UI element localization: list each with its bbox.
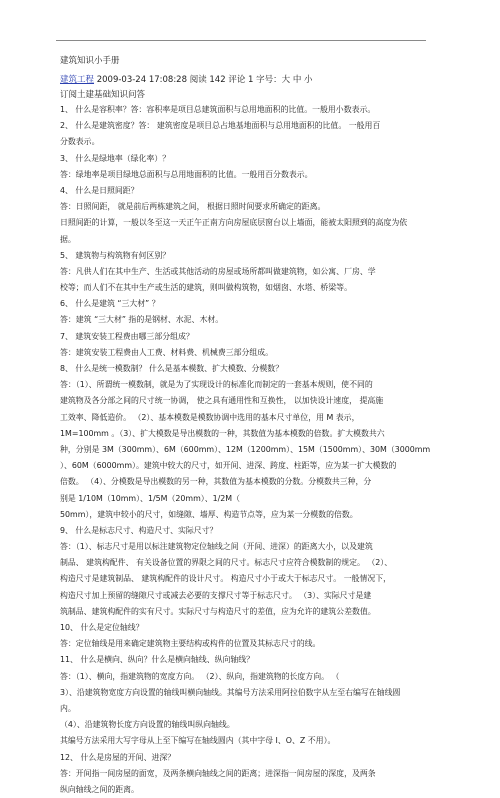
text-line: 种，分别是 3M（300mm）、6M（600mm）、12M（1200mm）、15M（1500mm）、30M（3000mm	[60, 444, 431, 454]
text-line: ）、60M（6000mm）。建筑中较大的尺寸，如开间、进深、跨度、柱距等，应为某一扩大模数的	[60, 461, 397, 471]
text-line: 1M=100mm 。（3）、扩大模数是导出模数的一种，其数值为基本模数的倍数。扩大模数共六	[60, 428, 385, 438]
question-line: 3、 什么是绿地率（绿化率）？	[60, 153, 171, 163]
question-line: 7、 建筑安装工程费由哪三部分组成？	[60, 331, 194, 341]
text-line: 答：建筑 “三大材” 指的是钢材、水泥、木材。	[60, 315, 224, 325]
text-line: 构造尺寸加上预留的缝隙尺寸或减去必要的支撑尺寸等于标志尺寸。 （3）、实际尺寸是建	[60, 590, 372, 600]
document-body	[60, 102, 452, 798]
text-line: 据。	[60, 234, 76, 244]
post-meta	[60, 73, 313, 85]
text-line: 分数表示。	[60, 137, 100, 147]
post-meta-details: 2009-03-24 17:08:28 阅读 142 评论 1 字号：大 中 小	[94, 75, 313, 85]
text-line: 答：（1）、所谓统一模数制，就是为了实现设计的标准化而制定的一套基本规则，使不同的	[60, 380, 373, 390]
question-line: 11、 什么是横向、纵向？什么是横向轴线、纵向轴线？	[60, 655, 255, 665]
text-line: 构造尺寸是建筑制品、 建筑构配件的设计尺寸。 构造尺寸小于或大于标志尺寸。 一般情况下，	[60, 574, 392, 584]
text-line: 答：定位轴线是用来确定建筑物主要结构或构件的位置及其标志尺寸的线。	[60, 639, 321, 649]
text-line: 2、 什么是建筑密度？答： 建筑密度是项目总占地基地面积与总用地面积的比值。 一般用百	[60, 121, 381, 131]
text-line: 答：建筑安装工程费由人工费、材料费、机械费三部分组成。	[60, 347, 274, 357]
text-line: 答：日照间距， 就是前后两栋建筑之间， 根据日照时间要求所确定的距离。	[60, 202, 326, 212]
text-line: 答：绿地率是项目绿地总面积与总用地面积的比值。一般用百分数表示。	[60, 169, 313, 179]
text-line: 50mm），建筑中较小的尺寸，如缝隙、墙厚、构造节点等，应为某一分模数的倍数。	[60, 509, 358, 519]
question-line: 5、 建筑物与构筑物有何区别？	[60, 250, 171, 260]
text-line: 倍数。 （4）、分模数是导出模数的另一种，其数值为基本模数的分数。分模数共三种，分	[60, 477, 372, 487]
text-line: 建筑物及各分部之间的尺寸统一协调， 使之具有通用性和互换性， 以加快设计速度， 提高施	[60, 396, 384, 406]
question-line: 8、 什么是统一模数制？ 什么是基本模数、扩大模数、分模数？	[60, 364, 284, 373]
text-line: 工效率、降低造价。 （2）、基本模数是模数协调中选用的基本尺寸单位，用 M 表示，	[60, 412, 360, 422]
text-line: 答：（1）、标志尺寸是用以标注建筑物定位轴线之间（开间、进深）的距离大小，以及建筑	[60, 542, 373, 552]
text-line: 别是 1/10M（10mm）、1/5M（20mm）、1/2M（	[60, 493, 240, 503]
text-line: 内。	[60, 703, 76, 713]
question-line: 6、 什么是建筑 “三大材” ？	[60, 299, 160, 309]
document-title: 建筑知识小手册	[60, 56, 120, 66]
text-line: 制品、 建筑构配件、 有关设备位置的界限之间的尺寸。标志尺寸应符合模数制的规定。 （2）、	[60, 558, 393, 568]
text-line: 答：（1）、横向，指建筑物的宽度方向。 （2）、纵向，指建筑物的长度方向。 （	[60, 671, 340, 681]
text-line: 日照间距的计算，一般以冬至这一天正午正南方向房屋底层窗台以上墙面，能被太阳照到的高度为依	[60, 218, 408, 228]
text-line: 答：开间指一间房屋的面宽，及两条横向轴线之间的距离；进深指一间房屋的深度，及两条	[60, 768, 376, 778]
top-divider	[56, 40, 426, 41]
text-line: 筑制品、建筑构配件的实有尺寸。实际尺寸与构造尺寸的差值，应为允许的建筑公差数值。	[60, 606, 376, 616]
text-line: （4）、沿建筑物长度方向设置的轴线叫纵向轴线。	[60, 720, 235, 730]
text-line: 纵向轴线之间的距离。	[60, 784, 139, 794]
text-line: 答：凡供人们在其中生产、生活或其他活动的房屋或场所都叫做建筑物，如公寓、厂房、学	[60, 266, 376, 276]
text-line: 3）、沿建筑物宽度方向设置的轴线叫横向轴线。其编号方法采用阿拉伯数字从左至右编写在轴线圆	[60, 687, 401, 697]
question-line: 12、 什么是房屋的开间、进深？	[60, 752, 176, 762]
text-line: 1、 什么是容积率？答：容积率是项目总建筑面积与总用地面积的比值。一般用小数表示。	[60, 105, 376, 114]
question-line: 10、 什么是定位轴线？	[60, 623, 144, 632]
question-line: 4、 什么是日照间距？	[60, 185, 139, 195]
text-line: 其编号方法采用大写字母从上至下编写在轴线圆内（其中字母 I、O、Z 不用）。	[60, 736, 336, 746]
author-link[interactable]: 建筑工程	[60, 75, 95, 85]
text-line: 校等；而人们不在其中生产或生活的建筑，则叫做构筑物，如烟囱、水塔、桥梁等。	[60, 283, 352, 293]
question-line: 9、 什么是标志尺寸、构造尺寸、实际尺寸？	[60, 525, 218, 535]
document-subtitle: 订阅土建基础知识问答	[60, 90, 146, 100]
